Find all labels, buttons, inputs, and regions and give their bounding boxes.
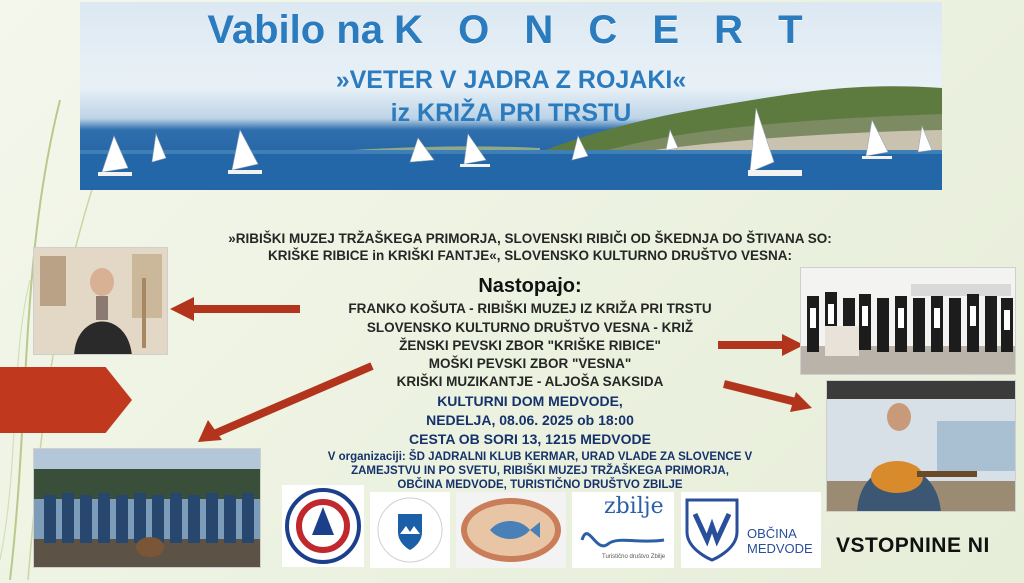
- performer-item: SLOVENSKO KULTURNO DRUŠTVO VESNA - KRIŽ: [366, 320, 694, 335]
- logo-sailing-club: [282, 485, 364, 567]
- medvode-text: [747, 526, 813, 556]
- intro-line-2: KRIŠKE RIBICE in KRIŠKI FANTJE«, SLOVENSKO KULTURNO DRUŠTVO VESNA:: [267, 248, 793, 263]
- performers-heading: Nastopajo:: [478, 275, 582, 297]
- medvode-line: OBČINA: [747, 526, 797, 541]
- event-date: NEDELJA, 08.06. 2025 ob 18:00: [426, 412, 634, 428]
- arrow-down-left-icon: [196, 362, 376, 444]
- logo-fishing-museum: [456, 492, 566, 568]
- logo-zbilje: [572, 492, 674, 568]
- medvode-shield-icon: [683, 496, 741, 562]
- logo-government-office: [370, 492, 450, 568]
- photo-guitar-player: [826, 380, 1016, 512]
- organizers-line: OBČINA MEDVODE, TURISTIČNO DRUŠTVO ZBILJE: [397, 479, 683, 491]
- organizers-line: ZAMEJSTVU IN PO SVETU, RIBIŠKI MUZEJ TRŽAŠKEGA PRIMORJA,: [351, 465, 729, 477]
- photo-choir-women: [800, 267, 1016, 375]
- performer-item: FRANKO KOŠUTA - RIBIŠKI MUZEJ IZ KRIŽA PRI TRSTU: [348, 301, 712, 316]
- main-title: Vabilo na K O N C E R T: [207, 8, 815, 52]
- zbilje-wordmark: zbilje: [604, 494, 664, 519]
- zbilje-wave-icon: [578, 514, 668, 554]
- organizers-text: [290, 450, 790, 492]
- intro-line-1: »RIBIŠKI MUZEJ TRŽAŠKEGA PRIMORJA, SLOVENSKI RIBIČI OD ŠKEDNJA DO ŠTIVANA SO:: [228, 231, 832, 246]
- medvode-line: MEDVODE: [747, 541, 813, 556]
- admission-notice: VSTOPNINE NI: [836, 534, 990, 557]
- organizers-line: V organizaciji: ŠD JADRALNI KLUB KERMAR, URAD VLADE ZA SLOVENCE V: [327, 451, 753, 463]
- intro-text: [150, 230, 910, 264]
- performer-item: KRIŠKI MUZIKANTJE - ALJOŠA SAKSIDA: [396, 374, 664, 389]
- subtitle-origin: iz KRIŽA PRI TRSTU: [390, 99, 632, 127]
- arrow-down-right-icon: [722, 378, 814, 414]
- venue-place: KULTURNI DOM MEDVODE,: [437, 393, 623, 409]
- title-highlight: K O N C E R T: [394, 8, 815, 52]
- photo-museum-speaker: [33, 247, 168, 355]
- performer-item: ŽENSKI PEVSKI ZBOR "KRIŠKE RIBICE": [399, 338, 661, 353]
- header-banner: [80, 2, 942, 190]
- arrow-right-icon: [718, 334, 804, 356]
- logo-obcina-medvode: [681, 492, 821, 568]
- subtitle-concert-name: »VETER V JADRA Z ROJAKI«: [335, 66, 687, 94]
- performer-item: MOŠKI PEVSKI ZBOR "VESNA": [428, 356, 632, 371]
- decorative-red-tab: [0, 367, 132, 433]
- venue-address: CESTA OB SORI 13, 1215 MEDVODE: [409, 431, 651, 447]
- photo-men-choir: [33, 448, 261, 568]
- arrow-left-icon: [170, 297, 300, 321]
- zbilje-subtitle: Turistično društvo Zbilje: [602, 554, 666, 560]
